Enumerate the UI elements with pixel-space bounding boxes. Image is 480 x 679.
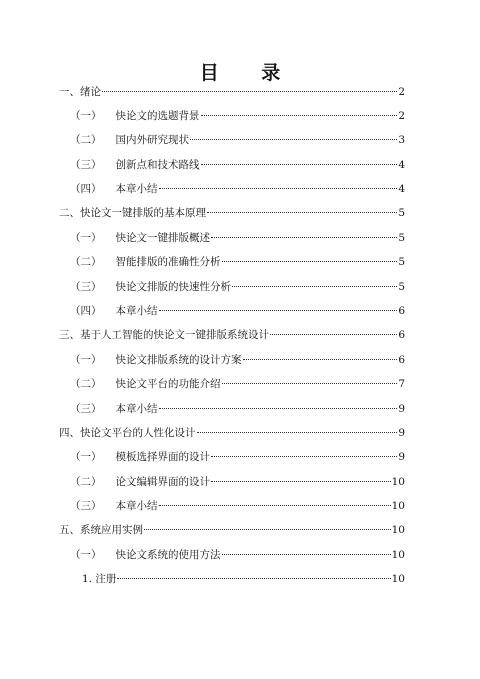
toc-entry-number: （一） (70, 110, 102, 122)
toc-entry[interactable] (59, 425, 405, 441)
toc-entry[interactable] (70, 449, 405, 465)
toc-entry-number: （一） (70, 354, 102, 366)
toc-entry-title: 本章小结 (115, 305, 158, 317)
toc-entry-page: 5 (398, 207, 405, 219)
toc-entry-page: 7 (398, 378, 405, 390)
toc-entry-title: 创新点和技术路线 (115, 159, 200, 171)
toc-entry-title: 本章小结 (115, 403, 158, 415)
toc-entry[interactable] (59, 205, 405, 221)
toc-dot-leader (190, 139, 397, 140)
toc-entry-page: 4 (398, 159, 405, 171)
toc-dot-leader (207, 212, 397, 213)
toc-dot-leader (159, 505, 391, 506)
toc-dot-leader (232, 286, 397, 287)
toc-entry-page: 10 (391, 549, 405, 561)
toc-entry[interactable] (70, 181, 405, 197)
toc-entry-page: 6 (398, 305, 405, 317)
page-title: 目 录 (199, 62, 299, 84)
toc-entry-title: 国内外研究现状 (115, 134, 189, 146)
toc-entry[interactable] (70, 254, 405, 270)
toc-entry-page: 5 (398, 256, 405, 268)
toc-entry-number: （三） (70, 403, 102, 415)
toc-entry-title: 快论文排版系统的设计方案 (115, 354, 242, 366)
toc-entry-number: （一） (70, 549, 102, 561)
toc-entry-number: 二、 (59, 207, 80, 219)
toc-dot-leader (102, 91, 397, 92)
toc-entry-title: 绪论 (80, 86, 101, 98)
toc-entry-page: 10 (391, 524, 405, 536)
toc-entry-title: 模板选择界面的设计 (115, 451, 210, 463)
toc-entry[interactable] (70, 279, 405, 295)
toc-entry-page: 9 (398, 451, 405, 463)
toc-entry-page: 4 (398, 183, 405, 195)
toc-entry-title: 快论文一键排版概述 (115, 232, 210, 244)
toc-entry-page: 6 (398, 329, 405, 341)
toc-entry[interactable] (70, 352, 405, 368)
toc-entry[interactable] (70, 108, 405, 124)
toc-dot-leader (201, 115, 398, 116)
toc-dot-leader (197, 432, 398, 433)
toc-entry-page: 9 (398, 403, 405, 415)
toc-dot-leader (159, 408, 398, 409)
toc-dot-leader (201, 164, 398, 165)
toc-entry[interactable] (59, 522, 405, 538)
toc-dot-leader (243, 359, 398, 360)
toc-entry[interactable] (70, 303, 405, 319)
toc-entry[interactable] (70, 474, 405, 490)
toc-dot-leader (211, 481, 391, 482)
toc-entry-number: （二） (70, 378, 102, 390)
toc-dot-leader (222, 383, 398, 384)
toc-entry-number: 五、 (59, 524, 80, 536)
toc-entry-number: （二） (70, 134, 102, 146)
toc-entry[interactable] (82, 571, 405, 587)
toc-entry[interactable] (70, 376, 405, 392)
toc-entry-number: 一、 (59, 86, 80, 98)
toc-entry-number: （二） (70, 476, 102, 488)
toc-dot-leader (222, 261, 398, 262)
toc-entry-page: 5 (398, 281, 405, 293)
toc-entry-page: 10 (391, 476, 405, 488)
toc-entry-page: 5 (398, 232, 405, 244)
toc-entry-number: （一） (70, 232, 102, 244)
toc-entry[interactable] (59, 84, 405, 100)
toc-entry-number: （一） (70, 451, 102, 463)
toc-dot-leader (222, 554, 391, 555)
toc-dot-leader (211, 237, 397, 238)
toc-entry-title: 快论文平台的功能介绍 (115, 378, 221, 390)
toc-entry-title: 快论文平台的人性化设计 (80, 427, 196, 439)
toc-entry[interactable] (70, 157, 405, 173)
toc-entry[interactable] (70, 547, 405, 563)
toc-entry-title: 快论文一键排版的基本原理 (80, 207, 206, 219)
toc-entry-title: 注册 (95, 573, 117, 585)
toc-entry-page: 10 (391, 573, 405, 585)
toc-entry-page: 3 (398, 134, 405, 146)
toc-entry[interactable] (70, 498, 405, 514)
toc-entry-number: （三） (70, 281, 102, 293)
toc-entry-title: 智能排版的准确性分析 (115, 256, 221, 268)
toc-dot-leader (159, 188, 398, 189)
toc-entry-page: 2 (398, 86, 405, 98)
toc-entry-title: 快论文系统的使用方法 (115, 549, 221, 561)
toc-entry-number: 三、 (59, 329, 80, 341)
toc-entry-page: 9 (398, 427, 405, 439)
toc-entry[interactable] (70, 230, 405, 246)
toc-entry-title: 快论文的选题背景 (115, 110, 200, 122)
toc-entry[interactable] (59, 327, 405, 343)
toc-entry[interactable] (70, 401, 405, 417)
toc-entry-number: 1. (82, 573, 96, 585)
toc-entry-number: （四） (70, 183, 102, 195)
toc-entry-number: （二） (70, 256, 102, 268)
toc-entry-page: 2 (398, 110, 405, 122)
toc-dot-leader (270, 334, 397, 335)
toc-entry-number: （三） (70, 159, 102, 171)
toc-dot-leader (117, 578, 390, 579)
toc-entry-title: 本章小结 (115, 500, 158, 512)
toc-dot-leader (159, 310, 398, 311)
toc-entry-page: 6 (398, 354, 405, 366)
toc-entry-title: 论文编辑界面的设计 (115, 476, 210, 488)
toc-entry-number: 四、 (59, 427, 80, 439)
toc-dot-leader (211, 456, 397, 457)
toc-entry-number: （四） (70, 305, 102, 317)
toc-entry-title: 系统应用实例 (80, 524, 143, 536)
toc-entry-title: 基于人工智能的快论文一键排版系统设计 (80, 329, 269, 341)
toc-entry-title: 本章小结 (115, 183, 158, 195)
toc-entry-page: 10 (391, 500, 405, 512)
toc-entry-number: （三） (70, 500, 102, 512)
toc-entry[interactable] (70, 132, 405, 148)
toc-entry-title: 快论文排版的快速性分析 (115, 281, 231, 293)
toc-dot-leader (144, 529, 391, 530)
